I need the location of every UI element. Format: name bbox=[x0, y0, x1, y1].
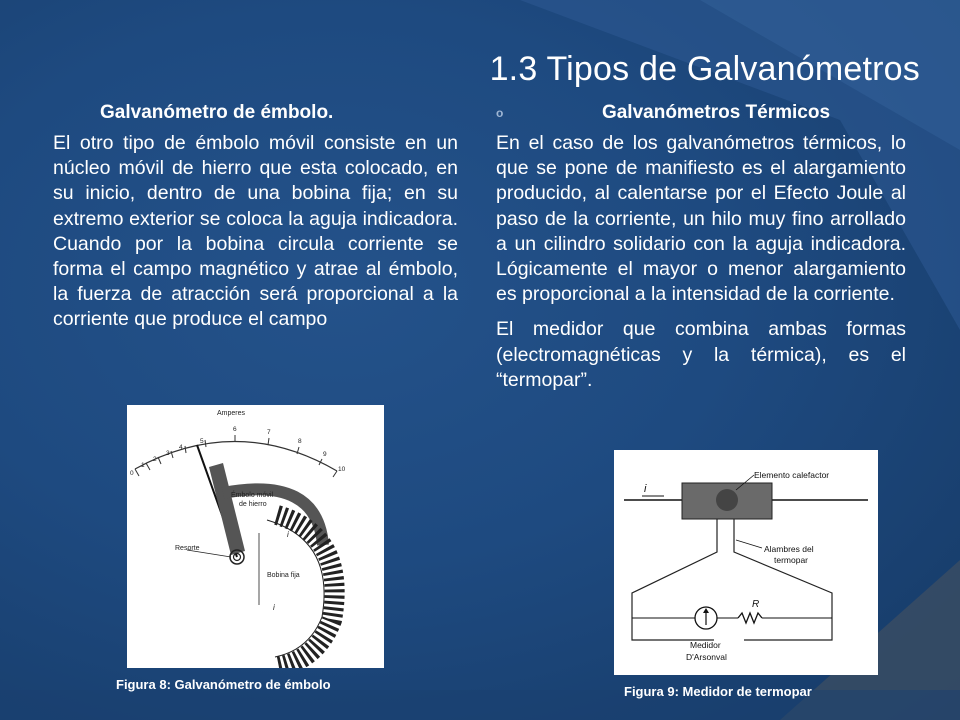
bullet-circle-icon: o bbox=[496, 106, 504, 120]
figure-8-image bbox=[127, 405, 384, 668]
scale-label: 4 bbox=[179, 444, 183, 451]
right-heading: Galvanómetros Térmicos bbox=[601, 102, 831, 123]
scale-label: 0 bbox=[130, 470, 134, 477]
current-i-label: i bbox=[287, 530, 289, 539]
scale-label: 3 bbox=[166, 450, 170, 457]
current-i-label: i bbox=[644, 483, 647, 495]
right-paragraph-1: En el caso de los galvanómetros térmicos, lo que se pone de manifiesto es el alargamiento producido, al calentarse por el Efecto Joule al paso de la corriente, un hilo muy fino arrollado a un cilindro solidario con la aguja indicadora. Lógicamente el mayor o menor alargamiento es proporcional a la intensidad de la corriente. bbox=[496, 132, 906, 306]
scale-label: 5 bbox=[200, 438, 204, 445]
figure-9-image bbox=[614, 450, 878, 675]
scale-label: 1 bbox=[141, 462, 145, 469]
plunger-galvanometer-diagram bbox=[127, 405, 384, 668]
darsonval-label: D'Arsonval bbox=[686, 652, 727, 662]
coil-outline bbox=[267, 520, 324, 657]
scale-labels bbox=[130, 426, 346, 477]
right-column bbox=[496, 102, 906, 403]
scale-label: 10 bbox=[338, 466, 346, 473]
left-heading: Galvanómetro de émbolo. bbox=[100, 102, 334, 123]
scale-label: 8 bbox=[298, 438, 302, 445]
iron-plunger bbox=[209, 463, 245, 555]
hierro-label: de hierro bbox=[239, 501, 267, 508]
left-column bbox=[53, 102, 458, 343]
resistor-label: R bbox=[752, 599, 760, 610]
resistor bbox=[738, 613, 762, 623]
embolo-label: Émbolo móvil bbox=[231, 492, 274, 499]
slide-title: 1.3 Tipos de Galvanómetros bbox=[489, 50, 920, 88]
scale-label: 2 bbox=[153, 456, 157, 463]
bobina-label: Bobina fija bbox=[267, 572, 300, 579]
amperes-label: Amperes bbox=[217, 410, 246, 417]
left-paragraph: El otro tipo de émbolo móvil consiste en un núcleo móvil de hierro que esta colocado, en su inicio, dentro de una bobina fija; en su extremo exterior se coloca la aguja indicadora. Cuando por la bobina circula corriente se forma el campo magnético y atrae al émbolo, la fuerza de atracción será proporcional a la corriente que produce el campo bbox=[53, 132, 458, 331]
right-paragraph-2: El medidor que combina ambas formas (electromagnéticas y la térmica), es el “termopar”. bbox=[496, 318, 906, 391]
right-heading-row bbox=[496, 102, 906, 124]
resorte-label: Resorte bbox=[175, 545, 200, 552]
scale-label: 9 bbox=[323, 451, 327, 458]
bottom-band bbox=[0, 690, 960, 720]
figure-8-caption: Figura 8: Galvanómetro de émbolo bbox=[116, 677, 331, 692]
medidor-label: Medidor bbox=[690, 640, 721, 650]
figure-9-caption: Figura 9: Medidor de termopar bbox=[624, 684, 812, 699]
current-i-label-2: i bbox=[273, 603, 275, 612]
scale-label: 7 bbox=[267, 429, 271, 436]
thermocouple-meter-diagram bbox=[614, 450, 878, 675]
termopar-label: termopar bbox=[774, 555, 809, 565]
scale-label: 6 bbox=[233, 426, 237, 433]
alambres-label: Alambres del bbox=[764, 544, 814, 554]
elemento-label: Elemento calefactor bbox=[754, 470, 830, 480]
